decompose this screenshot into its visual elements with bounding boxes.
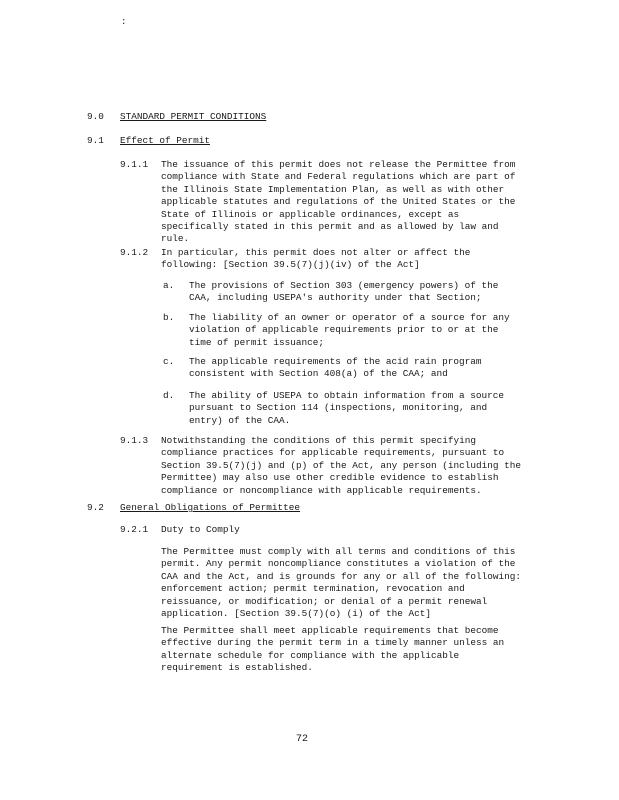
para-9-2-1-title: Duty to Comply [161,524,240,535]
page-number: 72 [296,734,309,745]
item-d-letter: d. [163,390,175,401]
para-9-1-2-text: In particular, this permit does not alter or affect the following: [Section 39.5(7)(j)(iv) of the Act] [161,247,471,271]
item-c-text: The applicable requirements of the acid rain program consistent with Section 408(a) of the CAA; and [189,356,482,380]
item-b-text: The liability of an owner or operator of a source for any violation of applicable requirements prior to or at the time of permit issuance; [189,312,510,348]
item-b-letter: b. [163,312,175,323]
item-a-text: The provisions of Section 303 (emergency powers) of the CAA, including USEPA's authority under that Section; [189,280,499,304]
item-c-letter: c. [163,356,175,367]
para-9-1-3-text: Notwithstanding the conditions of this permit specifying compliance practices for applicable requirements, pursuant to Section 39.5(7)(j) and (p) of the Act, any person (including the Permittee) may also use other credible evidence to establish compliance or noncompliance with applicable requirements. [161,435,522,496]
para-9-1-1-number: 9.1.1 [120,159,149,170]
para-9-1-2-number: 9.1.2 [120,247,149,258]
para-9-1-3-number: 9.1.3 [120,435,149,446]
para-9-2-1-number: 9.2.1 [120,524,149,535]
section-9-2-number: 9.2 [87,502,104,513]
item-d-text: The ability of USEPA to obtain information from a source pursuant to Section 114 (inspections, monitoring, and entry) of the CAA. [189,390,505,426]
section-9-1-number: 9.1 [87,135,104,146]
para-9-1-1-text: The issuance of this permit does not release the Permittee from compliance with State and Federal regulations which are part of the Illinois State Implementation Plan, as well as with other applicable statutes and regulations of the United States or the State of Illinois or applicable ordinances, except as specifically stated in this permit and as allowed by law and rule. [161,159,516,245]
margin-mark: : [121,17,127,27]
section-9-2-title: General Obligations of Permittee [120,502,301,513]
para-9-2-1-text-b: The Permittee shall meet applicable requirements that become effective during the permit term in a timely manner unless an alternate schedule for compliance with the applicable requirement is established. [161,625,505,674]
section-9-1-title: Effect of Permit [120,135,211,146]
section-9-0-number: 9.0 [87,111,104,122]
para-9-2-1-text-a: The Permittee must comply with all terms and conditions of this permit. Any permit noncompliance constitutes a violation of the CAA and the Act, and is grounds for any or all of the following: enforcement action; permit termination, revocation and reissuance, or modification; or denial of a permit renewal application. [Section 39.5(7)(o) (i) of the Act] [161,546,522,620]
section-9-0-title: STANDARD PERMIT CONDITIONS [120,111,267,122]
item-a-letter: a. [163,280,175,291]
